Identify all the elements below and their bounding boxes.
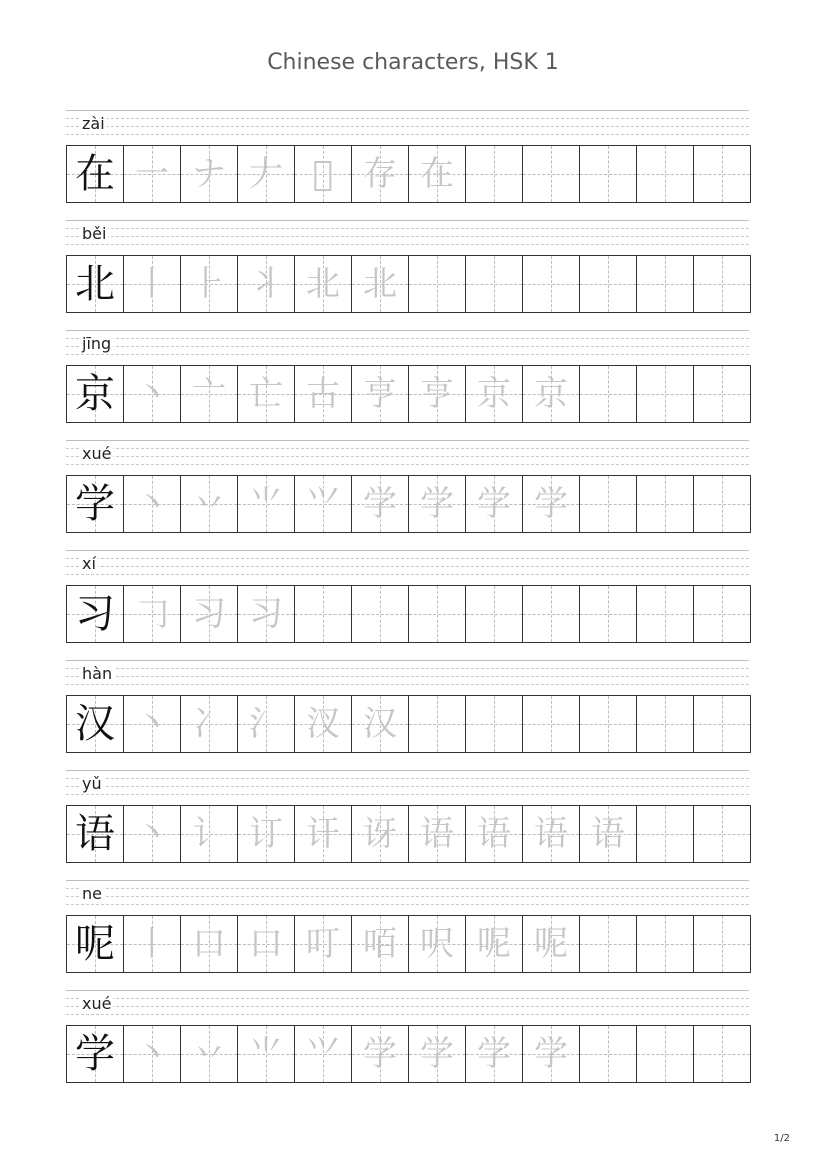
empty-practice-cell [579, 1026, 636, 1082]
empty-practice-cell [465, 256, 522, 312]
stroke-order-character: 汊 [306, 704, 340, 744]
stroke-order-cell [180, 256, 237, 312]
stroke-order-character: 存 [363, 154, 397, 194]
model-character: 语 [75, 811, 115, 857]
stroke-order-cell [522, 916, 579, 972]
empty-practice-cell [522, 146, 579, 202]
stroke-order-character: 学 [363, 484, 397, 524]
guide-line [66, 1006, 749, 1007]
stroke-order-character: 丶 [135, 1034, 169, 1074]
empty-practice-cell [408, 256, 465, 312]
stroke-order-cell [294, 146, 351, 202]
pinyin-guide-lines [66, 550, 749, 576]
stroke-order-character: 在 [420, 154, 454, 194]
stroke-order-cell [123, 146, 180, 202]
stroke-order-character: 学 [534, 484, 568, 524]
guide-line [66, 338, 749, 339]
character-grid [66, 585, 751, 643]
stroke-order-cell [294, 366, 351, 422]
stroke-order-cell [522, 806, 579, 862]
stroke-order-cell [123, 256, 180, 312]
stroke-order-character: 丷 [192, 1034, 226, 1074]
stroke-order-character: 丨 [135, 264, 169, 304]
guide-line [66, 676, 749, 677]
stroke-order-character: 丶 [135, 704, 169, 744]
empty-practice-cell [693, 586, 750, 642]
empty-practice-cell [408, 586, 465, 642]
stroke-order-cell [294, 256, 351, 312]
pinyin-guide-lines [66, 880, 749, 906]
pinyin-guide-lines [66, 330, 749, 356]
pinyin-label: hàn [82, 664, 113, 683]
stroke-order-character: ⺌ [249, 484, 283, 524]
stroke-order-character: 丶 [135, 484, 169, 524]
stroke-order-cell [522, 476, 579, 532]
pinyin-label: xué [82, 994, 112, 1013]
stroke-order-cell [237, 476, 294, 532]
empty-practice-cell [579, 146, 636, 202]
stroke-order-character: ⺍ [306, 484, 340, 524]
empty-practice-cell [465, 146, 522, 202]
guide-line [66, 1014, 749, 1015]
guide-line [66, 118, 749, 119]
guide-line [66, 770, 749, 771]
empty-practice-cell [693, 366, 750, 422]
pinyin-label: yǔ [82, 774, 102, 793]
stroke-order-cell [351, 1026, 408, 1082]
practice-row [66, 330, 749, 440]
stroke-order-cell [123, 366, 180, 422]
stroke-order-cell [465, 1026, 522, 1082]
pinyin-guide-lines [66, 220, 749, 246]
empty-practice-cell [636, 476, 693, 532]
guide-line [66, 880, 749, 881]
stroke-order-cell [237, 696, 294, 752]
guide-line [66, 354, 749, 355]
stroke-order-cell [351, 806, 408, 862]
stroke-order-cell [237, 806, 294, 862]
stroke-order-cell [408, 806, 465, 862]
empty-practice-cell [693, 696, 750, 752]
stroke-order-character: 𡉀 [312, 154, 334, 194]
guide-line [66, 456, 749, 457]
empty-practice-cell [579, 586, 636, 642]
guide-line [66, 220, 749, 221]
guide-line [66, 448, 749, 449]
empty-practice-cell [636, 916, 693, 972]
empty-practice-cell [522, 696, 579, 752]
empty-practice-cell [636, 696, 693, 752]
guide-line [66, 668, 749, 669]
model-character-cell [67, 476, 123, 532]
model-character-cell [67, 916, 123, 972]
stroke-order-character: 学 [420, 1034, 454, 1074]
pinyin-guide-lines [66, 110, 749, 136]
stroke-order-cell [237, 146, 294, 202]
stroke-order-cell [408, 916, 465, 972]
stroke-order-character: 习 [249, 594, 283, 634]
guide-line [66, 888, 749, 889]
stroke-order-cell [351, 256, 408, 312]
stroke-order-cell [237, 586, 294, 642]
practice-row [66, 880, 749, 990]
stroke-order-character: 讶 [363, 814, 397, 854]
stroke-order-character: 丷 [192, 484, 226, 524]
pinyin-label: ne [82, 884, 102, 903]
stroke-order-cell [465, 366, 522, 422]
stroke-order-cell [294, 696, 351, 752]
guide-line [66, 464, 749, 465]
stroke-order-character: 口 [192, 924, 226, 964]
guide-line [66, 330, 749, 331]
guide-line [66, 346, 749, 347]
stroke-order-character: 呢 [534, 924, 568, 964]
practice-rows [66, 110, 749, 1100]
empty-practice-cell [636, 366, 693, 422]
empty-practice-cell [465, 696, 522, 752]
guide-line [66, 786, 749, 787]
empty-practice-cell [636, 146, 693, 202]
stroke-order-character: 亨 [420, 374, 454, 414]
stroke-order-cell [180, 366, 237, 422]
stroke-order-cell [465, 806, 522, 862]
empty-practice-cell [408, 696, 465, 752]
stroke-order-character: 语 [534, 814, 568, 854]
empty-practice-cell [579, 366, 636, 422]
stroke-order-cell [465, 916, 522, 972]
stroke-order-character: 亡 [249, 374, 283, 414]
empty-practice-cell [579, 696, 636, 752]
empty-practice-cell [636, 256, 693, 312]
guide-line [66, 998, 749, 999]
stroke-order-cell [294, 916, 351, 972]
pinyin-label: zài [82, 114, 105, 133]
character-grid [66, 805, 751, 863]
character-grid [66, 255, 751, 313]
pinyin-label: jīng [82, 334, 112, 353]
character-grid [66, 475, 751, 533]
stroke-order-character: 呢 [477, 924, 511, 964]
stroke-order-cell [294, 806, 351, 862]
stroke-order-cell [237, 256, 294, 312]
empty-practice-cell [351, 586, 408, 642]
empty-practice-cell [693, 256, 750, 312]
stroke-order-character: 叮 [306, 924, 340, 964]
stroke-order-character: 语 [591, 814, 625, 854]
stroke-order-character: 丨 [135, 924, 169, 964]
stroke-order-character: 呎 [420, 924, 454, 964]
stroke-order-cell [522, 366, 579, 422]
practice-row [66, 110, 749, 220]
stroke-order-cell [237, 366, 294, 422]
stroke-order-character: 亨 [363, 374, 397, 414]
stroke-order-cell [123, 696, 180, 752]
stroke-order-character: 丶 [135, 814, 169, 854]
empty-practice-cell [294, 586, 351, 642]
stroke-order-character: 汉 [363, 704, 397, 744]
guide-line [66, 794, 749, 795]
stroke-order-character: 丬 [249, 264, 283, 304]
stroke-order-character: 学 [477, 1034, 511, 1074]
guide-line [66, 236, 749, 237]
stroke-order-cell [123, 806, 180, 862]
empty-practice-cell [579, 256, 636, 312]
stroke-order-cell [180, 586, 237, 642]
guide-line [66, 134, 749, 135]
guide-line [66, 110, 749, 111]
stroke-order-character: 丶 [135, 374, 169, 414]
stroke-order-character: 学 [363, 1034, 397, 1074]
stroke-order-cell [180, 1026, 237, 1082]
stroke-order-cell [408, 476, 465, 532]
character-grid [66, 1025, 751, 1083]
empty-practice-cell [522, 586, 579, 642]
empty-practice-cell [579, 916, 636, 972]
stroke-order-cell [123, 1026, 180, 1082]
stroke-order-cell [351, 916, 408, 972]
guide-line [66, 566, 749, 567]
model-character: 呢 [75, 921, 115, 967]
practice-row [66, 660, 749, 770]
stroke-order-cell [180, 806, 237, 862]
stroke-order-cell [123, 586, 180, 642]
stroke-order-cell [237, 1026, 294, 1082]
empty-practice-cell [636, 806, 693, 862]
pinyin-label: xí [82, 554, 96, 573]
guide-line [66, 990, 749, 991]
stroke-order-character: 语 [477, 814, 511, 854]
stroke-order-cell [351, 476, 408, 532]
stroke-order-character: 一 [135, 154, 169, 194]
stroke-order-cell [180, 916, 237, 972]
empty-practice-cell [693, 476, 750, 532]
stroke-order-character: 口 [249, 924, 283, 964]
guide-line [66, 896, 749, 897]
character-grid [66, 915, 751, 973]
guide-line [66, 684, 749, 685]
model-character-cell [67, 256, 123, 312]
pinyin-guide-lines [66, 440, 749, 466]
stroke-order-character: 学 [534, 1034, 568, 1074]
stroke-order-character: ⺌ [249, 1034, 283, 1074]
pinyin-label: xué [82, 444, 112, 463]
practice-row [66, 220, 749, 330]
guide-line [66, 228, 749, 229]
stroke-order-cell [351, 696, 408, 752]
stroke-order-cell [522, 1026, 579, 1082]
pinyin-guide-lines [66, 990, 749, 1016]
empty-practice-cell [693, 806, 750, 862]
stroke-order-character: 北 [363, 264, 397, 304]
stroke-order-cell [180, 696, 237, 752]
guide-line [66, 550, 749, 551]
stroke-order-character: 讠 [192, 814, 226, 854]
stroke-order-character: 京 [534, 374, 568, 414]
practice-row [66, 550, 749, 660]
stroke-order-character: ナ [192, 154, 226, 194]
stroke-order-character: 亠 [192, 374, 226, 414]
guide-line [66, 778, 749, 779]
stroke-order-character: 习 [192, 594, 226, 634]
model-character: 汉 [75, 701, 115, 747]
pinyin-guide-lines [66, 660, 749, 686]
empty-practice-cell [693, 916, 750, 972]
stroke-order-cell [465, 476, 522, 532]
model-character: 学 [75, 481, 115, 527]
empty-practice-cell [636, 586, 693, 642]
guide-line [66, 574, 749, 575]
stroke-order-character: 语 [420, 814, 454, 854]
stroke-order-character: 咟 [363, 924, 397, 964]
stroke-order-cell [408, 1026, 465, 1082]
empty-practice-cell [636, 1026, 693, 1082]
model-character: 北 [75, 261, 115, 307]
model-character-cell [67, 696, 123, 752]
stroke-order-cell [294, 476, 351, 532]
character-grid [66, 695, 751, 753]
stroke-order-character: 古 [306, 374, 340, 414]
model-character: 在 [75, 151, 115, 197]
stroke-order-cell [123, 916, 180, 972]
stroke-order-character: 京 [477, 374, 511, 414]
practice-row [66, 990, 749, 1100]
page-number: 1/2 [773, 1133, 790, 1144]
stroke-order-cell [294, 1026, 351, 1082]
guide-line [66, 126, 749, 127]
stroke-order-cell [579, 806, 636, 862]
pinyin-guide-lines [66, 770, 749, 796]
stroke-order-cell [408, 146, 465, 202]
stroke-order-character: 𠃌 [135, 594, 169, 634]
model-character: 学 [75, 1031, 115, 1077]
stroke-order-character: 𠂇 [249, 154, 283, 194]
stroke-order-character: 冫 [192, 704, 226, 744]
page-title: Chinese characters, HSK 1 [267, 50, 559, 75]
guide-line [66, 558, 749, 559]
stroke-order-cell [123, 476, 180, 532]
empty-practice-cell [579, 476, 636, 532]
stroke-order-character: 订 [249, 814, 283, 854]
practice-row [66, 770, 749, 880]
stroke-order-character: ⺍ [306, 1034, 340, 1074]
stroke-order-cell [180, 476, 237, 532]
character-grid [66, 145, 751, 203]
stroke-order-character: 北 [306, 264, 340, 304]
stroke-order-character: ⺊ [192, 264, 226, 304]
stroke-order-cell [408, 366, 465, 422]
model-character-cell [67, 1026, 123, 1082]
model-character-cell [67, 146, 123, 202]
character-grid [66, 365, 751, 423]
guide-line [66, 660, 749, 661]
empty-practice-cell [693, 146, 750, 202]
stroke-order-cell [351, 366, 408, 422]
model-character-cell [67, 806, 123, 862]
guide-line [66, 440, 749, 441]
practice-row [66, 440, 749, 550]
model-character-cell [67, 366, 123, 422]
stroke-order-cell [237, 916, 294, 972]
pinyin-label: běi [82, 224, 107, 243]
stroke-order-character: 氵 [249, 704, 283, 744]
model-character: 京 [75, 371, 115, 417]
model-character-cell [67, 586, 123, 642]
empty-practice-cell [465, 586, 522, 642]
stroke-order-cell [180, 146, 237, 202]
stroke-order-character: 讦 [306, 814, 340, 854]
stroke-order-character: 学 [420, 484, 454, 524]
stroke-order-cell [351, 146, 408, 202]
guide-line [66, 244, 749, 245]
empty-practice-cell [693, 1026, 750, 1082]
empty-practice-cell [522, 256, 579, 312]
model-character: 习 [75, 591, 115, 637]
stroke-order-character: 学 [477, 484, 511, 524]
guide-line [66, 904, 749, 905]
